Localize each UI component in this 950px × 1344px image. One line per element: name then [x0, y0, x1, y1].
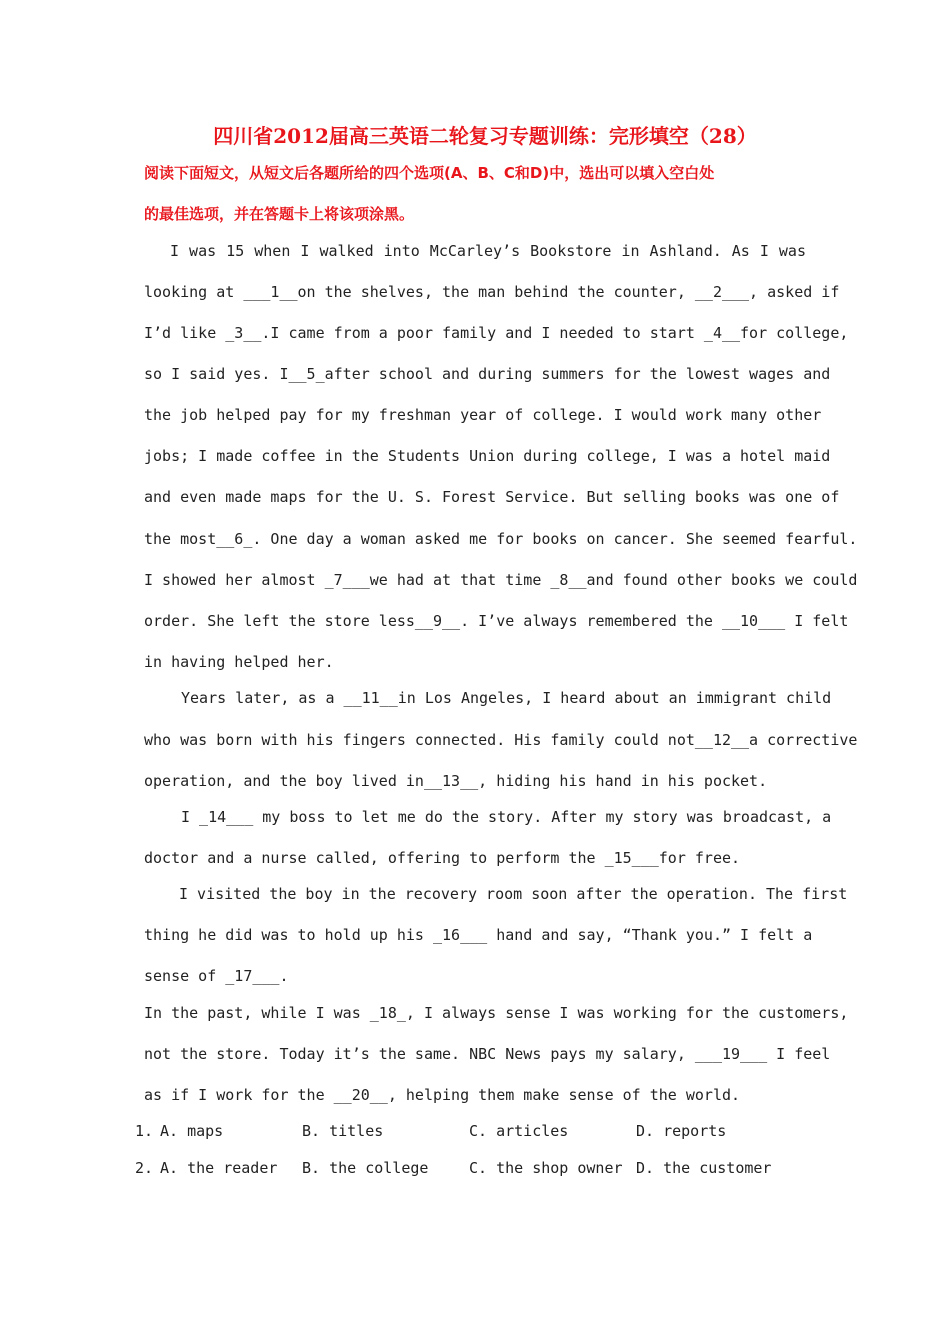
document-title: 四川省2012届高三英语二轮复习专题训练：完形填空（28） [213, 124, 757, 148]
passage-line: and even made maps for the U. S. Forest Service. But selling books was one of [144, 488, 840, 506]
passage-line: I showed her almost _7___we had at that time _8__and found other books we could [144, 571, 858, 589]
passage-line: sense of _17___. [144, 967, 289, 985]
option-c: C. the shop owner [469, 1159, 623, 1177]
passage-line: operation, and the boy lived in__13__, hiding his hand in his pocket. [144, 772, 768, 790]
option-a: A. maps [160, 1122, 224, 1140]
instruction-line-2: 的最佳选项，并在答题卡上将该项涂黑。 [144, 205, 415, 223]
passage-line: looking at ___1__on the shelves, the man behind the counter, __2___, asked if [144, 283, 840, 301]
option-d: D. reports [636, 1122, 727, 1140]
passage-line: doctor and a nurse called, offering to perform the _15___for free. [144, 849, 741, 867]
passage-line: the most__6_. One day a woman asked me for books on cancer. She seemed fearful. [144, 530, 858, 548]
passage-line: In the past, while I was _18_, I always sense I was working for the customers, [144, 1004, 849, 1022]
passage-line: so I said yes. I__5_after school and during summers for the lowest wages and [144, 365, 831, 383]
option-a: A. the reader [160, 1159, 278, 1177]
option-b: B. titles [302, 1122, 384, 1140]
question-number: 2. [135, 1159, 154, 1177]
passage-line: jobs; I made coffee in the Students Union during college, I was a hotel maid [144, 447, 831, 465]
passage-line: the job helped pay for my freshman year of college. I would work many other [144, 406, 822, 424]
passage-line: I _14___ my boss to let me do the story. After my story was broadcast, a [181, 808, 832, 826]
option-d: D. the customer [636, 1159, 772, 1177]
instruction-line-1: 阅读下面短文，从短文后各题所给的四个选项(A、B、C和D)中，选出可以填入空白处 [144, 164, 715, 182]
passage-line: I was 15 when I walked into McCarley’s Bookstore in Ashland. As I was [170, 242, 806, 260]
option-c: C. articles [469, 1122, 569, 1140]
passage-line: order. She left the store less__9__. I’ve always remembered the __10___ I felt [144, 612, 849, 630]
passage-line: I visited the boy in the recovery room soon after the operation. The first [179, 885, 848, 903]
passage-line: in having helped her. [144, 653, 334, 671]
passage-line: who was born with his fingers connected. His family could not__12__a corrective [144, 731, 858, 749]
passage-line: I’d like _3__.I came from a poor family and I needed to start _4__for college, [144, 324, 849, 342]
question-number: 1. [135, 1122, 154, 1140]
passage-line: not the store. Today it’s the same. NBC News pays my salary, ___19___ I feel [144, 1045, 831, 1063]
passage-line: thing he did was to hold up his _16___ hand and say, “Thank you.” I felt a [144, 926, 813, 944]
passage-line: Years later, as a __11__in Los Angeles, I heard about an immigrant child [181, 689, 832, 707]
option-b: B. the college [302, 1159, 429, 1177]
passage-line: as if I work for the __20__, helping them make sense of the world. [144, 1086, 741, 1104]
